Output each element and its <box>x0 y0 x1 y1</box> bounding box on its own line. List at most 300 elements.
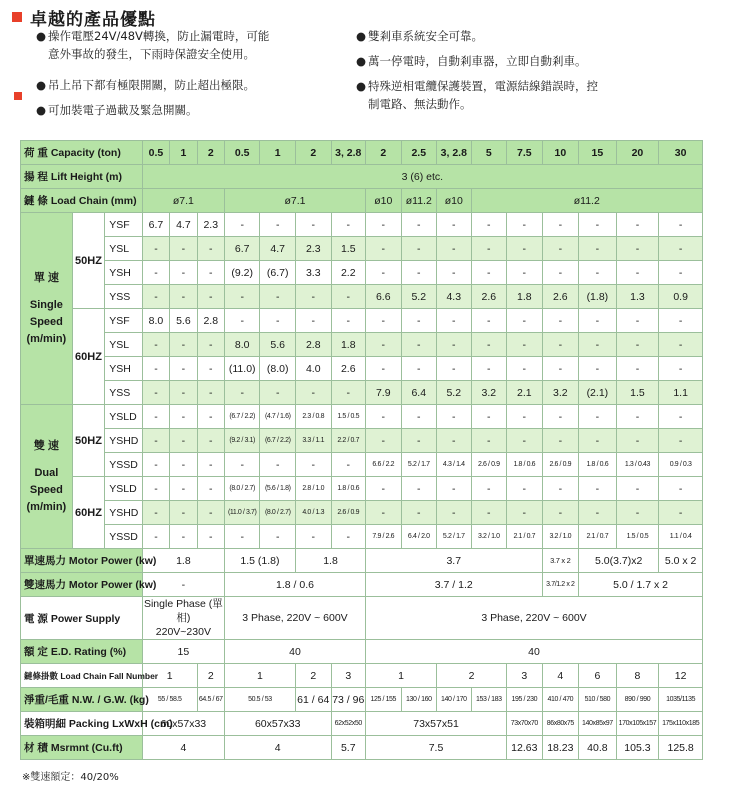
motor-dual-cell: 1.8 / 0.6 <box>224 573 365 597</box>
chain-cell: ø11.2 <box>471 189 702 213</box>
motor-single-cell: 5.0 x 2 <box>659 549 703 573</box>
speed-value: - <box>401 309 437 333</box>
power-single-text: 220V~230V <box>155 626 211 638</box>
table-row <box>21 141 703 165</box>
motor-dual-cell: 3.7 / 1.2 <box>366 573 543 597</box>
speed-value: - <box>170 357 197 381</box>
speed-value: - <box>437 357 472 381</box>
msr-cell: 40.8 <box>579 736 617 760</box>
bullet-icon: ● <box>356 29 367 43</box>
capacity-cell: 2 <box>197 141 224 165</box>
speed-value: - <box>197 237 224 261</box>
speed-value: - <box>579 477 617 501</box>
capacity-cell: 1 <box>170 141 197 165</box>
speed-group-text: (m/min) <box>26 332 67 345</box>
speed-group-label <box>21 405 73 549</box>
speed-value: - <box>197 501 224 525</box>
speed-value: 3.2 / 1.0 <box>542 525 579 549</box>
speed-value: 2.2 <box>331 261 366 285</box>
speed-value: - <box>295 309 331 333</box>
speed-value: 4.3 / 1.4 <box>437 453 472 477</box>
speed-value: - <box>616 213 659 237</box>
model-cell: YSHD <box>105 501 143 525</box>
speed-value: (9.2) <box>224 261 260 285</box>
ed-cell: 40 <box>366 640 703 664</box>
speed-value: - <box>170 405 197 429</box>
capacity-cell: 5 <box>471 141 507 165</box>
speed-value: - <box>659 309 703 333</box>
speed-value: - <box>224 453 260 477</box>
speed-value: - <box>197 525 224 549</box>
speed-value: 2.8 <box>197 309 224 333</box>
speed-value: 5.2 / 1.7 <box>437 525 472 549</box>
table-row <box>21 261 703 285</box>
speed-value: - <box>542 477 579 501</box>
motor-single-label: 單速馬力 Motor Power (kw) <box>21 549 143 573</box>
capacity-cell: 15 <box>579 141 617 165</box>
speed-value: 2.1 <box>507 381 543 405</box>
speed-value: - <box>170 477 197 501</box>
speed-value: - <box>224 285 260 309</box>
bullet-icon: ● <box>356 79 367 93</box>
pack-cell: 175x110x185 <box>659 712 703 736</box>
table-row <box>21 357 703 381</box>
speed-value: - <box>295 381 331 405</box>
speed-value: - <box>507 357 543 381</box>
speed-value: - <box>579 237 617 261</box>
capacity-cell: 0.5 <box>224 141 260 165</box>
speed-value: 6.4 / 2.0 <box>401 525 437 549</box>
fall-cell: 6 <box>579 664 617 688</box>
model-cell: YSS <box>105 381 143 405</box>
msr-label: 材 積 Msrmnt (Cu.ft) <box>21 736 143 760</box>
speed-value: 2.2 / 0.7 <box>331 429 366 453</box>
capacity-cell: 3, 2.8 <box>331 141 366 165</box>
speed-value: 1.8 / 0.6 <box>507 453 543 477</box>
speed-value: - <box>579 261 617 285</box>
capacity-cell: 20 <box>616 141 659 165</box>
ed-cell: 40 <box>224 640 365 664</box>
weight-cell: 140 / 170 <box>437 688 472 712</box>
speed-group-text: Speed <box>29 315 63 328</box>
feature-left-2: ● 吊上吊下都有極限開關，防止超出極限。 <box>36 78 255 92</box>
pack-cell: 86x80x75 <box>542 712 579 736</box>
speed-value: - <box>366 309 402 333</box>
speed-value: - <box>437 261 472 285</box>
power-single-text: Single Phase (單相) <box>143 598 223 624</box>
motor-dual-cell: 3.7/1.2 x 2 <box>542 573 579 597</box>
speed-value: - <box>401 501 437 525</box>
pack-cell: 60x57x33 <box>142 712 224 736</box>
speed-value: 4.0 / 1.3 <box>295 501 331 525</box>
speed-value: 7.9 <box>366 381 402 405</box>
fall-cell: 4 <box>542 664 579 688</box>
red-marker-icon <box>14 92 22 100</box>
speed-value: - <box>170 285 197 309</box>
speed-value: - <box>659 477 703 501</box>
speed-value: - <box>507 333 543 357</box>
fall-cell: 2 <box>437 664 507 688</box>
speed-value: - <box>507 405 543 429</box>
speed-value: - <box>616 333 659 357</box>
pack-cell: 60x57x33 <box>224 712 331 736</box>
speed-value: - <box>659 501 703 525</box>
speed-value: (8.0) <box>260 357 296 381</box>
msr-cell: 105.3 <box>616 736 659 760</box>
table-row <box>21 333 703 357</box>
speed-value: - <box>437 237 472 261</box>
speed-value: 8.0 <box>142 309 169 333</box>
speed-value: - <box>366 261 402 285</box>
speed-value: - <box>224 309 260 333</box>
speed-value: - <box>471 357 507 381</box>
speed-value: - <box>331 381 366 405</box>
speed-value: - <box>366 501 402 525</box>
speed-value: - <box>170 333 197 357</box>
table-row <box>21 381 703 405</box>
speed-value: - <box>616 261 659 285</box>
speed-value: (4.7 / 1.6) <box>260 405 296 429</box>
speed-value: - <box>542 213 579 237</box>
speed-value: - <box>260 213 296 237</box>
speed-value: - <box>224 213 260 237</box>
speed-value: - <box>507 477 543 501</box>
pack-cell: 73x70x70 <box>507 712 543 736</box>
feature-right-2: ● 萬一停電時，自動剎車器，立即自動剎車。 <box>356 54 587 68</box>
speed-value: 2.1 / 0.7 <box>579 525 617 549</box>
speed-value: - <box>507 237 543 261</box>
speed-value: - <box>437 429 472 453</box>
msr-cell: 125.8 <box>659 736 703 760</box>
fall-cell: 12 <box>659 664 703 688</box>
speed-value: - <box>197 429 224 453</box>
capacity-cell: 30 <box>659 141 703 165</box>
speed-value: - <box>507 429 543 453</box>
table-row <box>21 688 703 712</box>
speed-value: - <box>659 261 703 285</box>
weight-cell: 195 / 230 <box>507 688 543 712</box>
table-row <box>21 477 703 501</box>
speed-value: - <box>331 453 366 477</box>
frequency-label: 60HZ <box>72 309 104 405</box>
table-row <box>21 664 703 688</box>
speed-value: - <box>471 261 507 285</box>
speed-value: - <box>659 213 703 237</box>
motor-dual-label: 雙速馬力 Motor Power (kw) <box>21 573 143 597</box>
speed-group-text: 雙 速 <box>33 439 59 452</box>
pack-cell: 140x85x97 <box>579 712 617 736</box>
model-cell: YSLD <box>105 405 143 429</box>
motor-dual-cell: - <box>142 573 224 597</box>
speed-value: 1.3 <box>616 285 659 309</box>
bullet-icon: ● <box>356 54 367 68</box>
weight-cell: 130 / 160 <box>401 688 437 712</box>
speed-value: - <box>659 429 703 453</box>
page-title: 卓越的產品優點 <box>12 6 156 28</box>
speed-value: - <box>401 237 437 261</box>
speed-value: 0.9 <box>659 285 703 309</box>
speed-value: - <box>437 333 472 357</box>
fall-cell: 8 <box>616 664 659 688</box>
speed-value: - <box>170 381 197 405</box>
speed-value: - <box>471 333 507 357</box>
speed-value: - <box>579 357 617 381</box>
motor-single-cell: 5.0(3.7)x2 <box>579 549 659 573</box>
table-row <box>21 736 703 760</box>
msr-cell: 4 <box>142 736 224 760</box>
fall-cell: 2 <box>197 664 224 688</box>
speed-value: - <box>616 429 659 453</box>
speed-value: 2.6 <box>542 285 579 309</box>
table-row <box>21 405 703 429</box>
speed-value: - <box>437 501 472 525</box>
speed-value: 5.2 <box>401 285 437 309</box>
speed-value: 4.3 <box>437 285 472 309</box>
speed-value: - <box>471 309 507 333</box>
speed-value: - <box>260 381 296 405</box>
bullet-icon: ● <box>36 103 47 117</box>
speed-value: 1.1 <box>659 381 703 405</box>
chain-cell: ø7.1 <box>142 189 224 213</box>
speed-value: - <box>507 261 543 285</box>
speed-value: - <box>224 381 260 405</box>
speed-value: - <box>401 261 437 285</box>
table-row <box>21 429 703 453</box>
speed-value: - <box>197 405 224 429</box>
motor-single-cell: 3.7 x 2 <box>542 549 579 573</box>
speed-value: - <box>542 261 579 285</box>
capacity-label: 荷 重 Capacity (ton) <box>21 141 143 165</box>
speed-value: - <box>542 237 579 261</box>
pack-cell: 73x57x51 <box>366 712 507 736</box>
frequency-label: 50HZ <box>72 405 104 477</box>
table-row <box>21 549 703 573</box>
capacity-cell: 2.5 <box>401 141 437 165</box>
speed-value: - <box>401 333 437 357</box>
speed-value: - <box>170 237 197 261</box>
speed-value: 1.5 / 0.5 <box>616 525 659 549</box>
speed-value: - <box>170 261 197 285</box>
speed-value: - <box>471 501 507 525</box>
speed-value: - <box>260 285 296 309</box>
speed-value: - <box>260 525 296 549</box>
capacity-cell: 3, 2.8 <box>437 141 472 165</box>
speed-value: (8.0 / 2.7) <box>260 501 296 525</box>
model-cell: YSL <box>105 333 143 357</box>
speed-value: - <box>170 501 197 525</box>
speed-value: - <box>579 501 617 525</box>
model-cell: YSSD <box>105 453 143 477</box>
table-row <box>21 165 703 189</box>
weight-cell: 64.5 / 67 <box>197 688 224 712</box>
speed-value: - <box>142 333 169 357</box>
speed-value: (1.8) <box>579 285 617 309</box>
speed-value: - <box>579 309 617 333</box>
frequency-label: 60HZ <box>72 477 104 549</box>
speed-value: - <box>295 213 331 237</box>
weight-cell: 73 / 96 <box>331 688 366 712</box>
pack-cell: 170x105x157 <box>616 712 659 736</box>
speed-value: 2.6 / 0.9 <box>471 453 507 477</box>
weight-cell: 50.5 / 53 <box>224 688 295 712</box>
speed-value: 7.9 / 2.6 <box>366 525 402 549</box>
table-row <box>21 285 703 309</box>
speed-value: - <box>260 309 296 333</box>
speed-value: - <box>579 333 617 357</box>
speed-value: 5.2 <box>437 381 472 405</box>
weight-cell: 61 / 64 <box>295 688 331 712</box>
speed-value: 1.8 <box>507 285 543 309</box>
speed-value: - <box>579 429 617 453</box>
speed-value: (6.7 / 2.2) <box>260 429 296 453</box>
speed-value: - <box>542 333 579 357</box>
speed-value: 5.2 / 1.7 <box>401 453 437 477</box>
speed-value: 1.3 / 0.43 <box>616 453 659 477</box>
chain-cell: ø10 <box>366 189 402 213</box>
speed-value: 3.2 / 1.0 <box>471 525 507 549</box>
speed-value: 6.7 <box>142 213 169 237</box>
speed-value: - <box>331 213 366 237</box>
speed-value: (9.2 / 3.1) <box>224 429 260 453</box>
table-row <box>21 237 703 261</box>
speed-value: 2.1 / 0.7 <box>507 525 543 549</box>
capacity-cell: 1 <box>260 141 296 165</box>
speed-value: - <box>471 429 507 453</box>
speed-value: - <box>401 429 437 453</box>
speed-value: - <box>659 333 703 357</box>
capacity-cell: 0.5 <box>142 141 169 165</box>
speed-value: (6.7) <box>260 261 296 285</box>
speed-value: - <box>142 285 169 309</box>
motor-single-cell: 1.8 <box>295 549 365 573</box>
speed-value: - <box>542 405 579 429</box>
power-single-cell <box>142 597 224 640</box>
speed-value: - <box>142 501 169 525</box>
speed-value: 1.5 <box>616 381 659 405</box>
speed-value: - <box>366 477 402 501</box>
table-row <box>21 597 703 640</box>
model-cell: YSH <box>105 261 143 285</box>
speed-group-text: Speed <box>29 483 63 496</box>
model-cell: YSF <box>105 309 143 333</box>
speed-value: - <box>366 237 402 261</box>
speed-value: - <box>366 333 402 357</box>
weight-label: 淨重/毛重 N.W. / G.W. (kg) <box>21 688 143 712</box>
speed-value: - <box>224 525 260 549</box>
speed-value: - <box>197 285 224 309</box>
motor-dual-cell: 5.0 / 1.7 x 2 <box>579 573 703 597</box>
model-cell: YSL <box>105 237 143 261</box>
speed-group-label <box>21 213 73 405</box>
speed-value: 2.6 / 0.9 <box>542 453 579 477</box>
speed-value: - <box>142 237 169 261</box>
speed-value: - <box>579 213 617 237</box>
spec-table <box>20 140 703 760</box>
speed-value: - <box>542 429 579 453</box>
table-row <box>21 189 703 213</box>
capacity-cell: 7.5 <box>507 141 543 165</box>
speed-value: - <box>142 429 169 453</box>
speed-value: - <box>616 405 659 429</box>
speed-value: 1.5 <box>331 237 366 261</box>
bullet-icon: ● <box>36 29 47 43</box>
speed-value: 2.3 <box>197 213 224 237</box>
speed-value: - <box>507 501 543 525</box>
speed-value: - <box>331 309 366 333</box>
speed-value: - <box>616 237 659 261</box>
msr-cell: 7.5 <box>366 736 507 760</box>
model-cell: YSHD <box>105 429 143 453</box>
model-cell: YSSD <box>105 525 143 549</box>
speed-value: 1.5 / 0.5 <box>331 405 366 429</box>
lift-value: 3 (6) etc. <box>142 165 702 189</box>
speed-value: 1.8 / 0.6 <box>579 453 617 477</box>
frequency-label: 50HZ <box>72 213 104 309</box>
speed-value: - <box>260 453 296 477</box>
chain-cell: ø10 <box>437 189 472 213</box>
speed-value: - <box>616 309 659 333</box>
power-3phase-cell: 3 Phase, 220V ~ 600V <box>366 597 703 640</box>
footnote: ※雙速額定：40/20% <box>22 772 119 783</box>
motor-single-cell: 1.5 (1.8) <box>224 549 295 573</box>
model-cell: YSS <box>105 285 143 309</box>
speed-value: (8.0 / 2.7) <box>224 477 260 501</box>
speed-value: - <box>197 381 224 405</box>
speed-value: 8.0 <box>224 333 260 357</box>
speed-value: 4.0 <box>295 357 331 381</box>
fall-cell: 1 <box>142 664 197 688</box>
speed-value: - <box>295 453 331 477</box>
speed-value: - <box>542 501 579 525</box>
speed-value: - <box>197 333 224 357</box>
speed-value: - <box>659 357 703 381</box>
feature-left-1: ● 操作電壓24V/48V轉換，防止漏電時，可能 意外事故的發生，下雨時保證安全使用。 <box>36 29 270 61</box>
speed-value: - <box>295 525 331 549</box>
ed-label: 額 定 E.D. Rating (%) <box>21 640 143 664</box>
speed-value: - <box>401 405 437 429</box>
speed-value: 6.6 / 2.2 <box>366 453 402 477</box>
speed-value: - <box>366 429 402 453</box>
speed-value: - <box>542 309 579 333</box>
speed-value: 2.6 <box>331 357 366 381</box>
speed-value: - <box>142 525 169 549</box>
speed-group-text: Dual <box>34 466 59 479</box>
speed-group-text: (m/min) <box>26 500 67 513</box>
table-row <box>21 213 703 237</box>
speed-value: - <box>142 357 169 381</box>
speed-value: - <box>401 213 437 237</box>
speed-value: 2.3 <box>295 237 331 261</box>
speed-value: - <box>366 405 402 429</box>
speed-value: - <box>437 405 472 429</box>
speed-value: - <box>142 453 169 477</box>
table-row <box>21 573 703 597</box>
speed-value: 0.9 / 0.3 <box>659 453 703 477</box>
power-label: 電 源 Power Supply <box>21 597 143 640</box>
speed-value: - <box>542 357 579 381</box>
fall-cell: 1 <box>224 664 295 688</box>
table-row <box>21 501 703 525</box>
speed-value: 2.8 <box>295 333 331 357</box>
speed-value: 6.4 <box>401 381 437 405</box>
speed-value: 2.6 <box>471 285 507 309</box>
speed-value: 3.3 <box>295 261 331 285</box>
speed-group-text: 單 速 <box>33 271 59 284</box>
speed-value: 6.6 <box>366 285 402 309</box>
feature-left-3: ● 可加裝電子過載及緊急開關。 <box>36 103 198 117</box>
speed-value: - <box>295 285 331 309</box>
speed-value: - <box>471 237 507 261</box>
